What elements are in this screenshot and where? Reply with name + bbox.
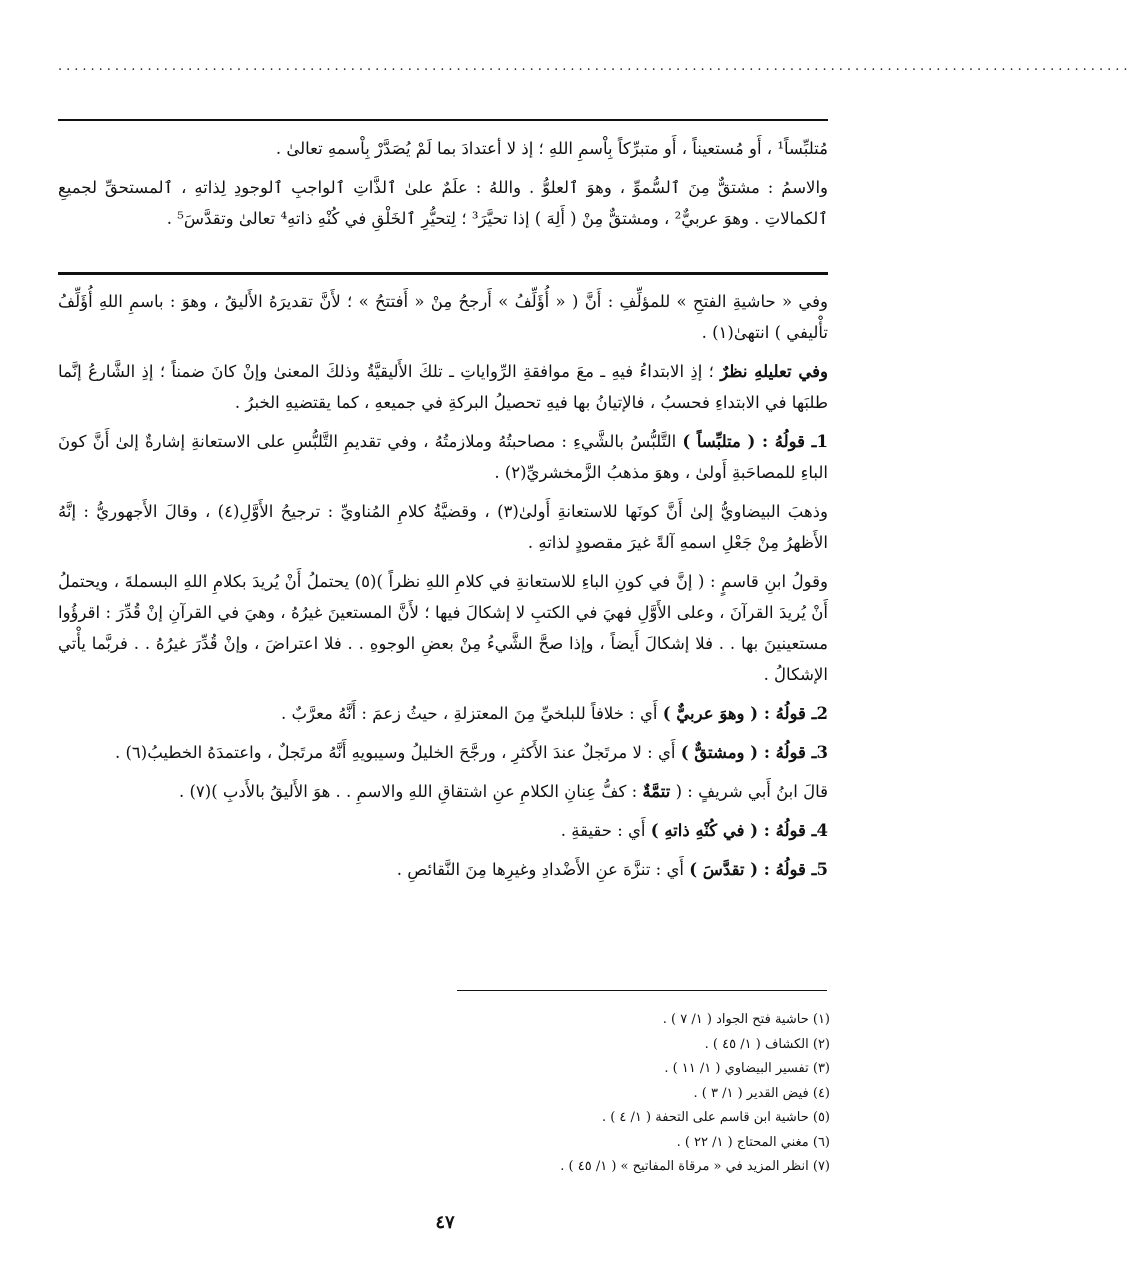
paragraph-lead: 4ـ قولُهُ : ( في كُنْهِ ذاتهِ ) bbox=[650, 821, 828, 840]
commentary-block bbox=[58, 286, 828, 893]
paragraph-text: أَي : لا مرتَجلٌ عندَ الأَكثرِ ، ورجَّحَ الخليلُ وسيبويهِ أَنَّهُ مرتَجلٌ ، واعتمدَهُ الخطيبُ(٦) . bbox=[114, 743, 681, 762]
matn-top-rule bbox=[58, 119, 828, 121]
page-number: ٤٧ bbox=[435, 1212, 455, 1233]
dotted-separator: .................................................................................................................................... bbox=[58, 59, 1131, 74]
matn-block bbox=[58, 133, 828, 242]
commentary-paragraph bbox=[58, 776, 828, 807]
paragraph-lead: 1ـ قولُهُ : ( متلبِّساً ) bbox=[682, 432, 828, 451]
matn-paragraph-2: والاسمُ : مشتقٌّ مِنَ ٱلسُّموِّ ، وهوَ ٱلعلوُّ . واللهُ : علَمٌ علىٰ ٱلذَّاتِ ٱلواجبِ ٱلوجودِ لِذاتهِ ، ٱلمستحقِّ لجميعِ ٱلكمالاتِ . وهوَ عربيٌّ² ، ومشتقٌّ مِنْ ( أَلِهَ ) إذا تحيَّرَ³ ؛ لِتحيُّرِ ٱلخَلْقِ في كُنْهِ ذاتهِ⁴ تعالىٰ وتقدَّسَ⁵ . bbox=[58, 178, 828, 228]
paragraph-text: التَّلبُّسُ بالشَّيءِ : مصاحبتُهُ وملازمتُهُ ، وفي تقديمِ التَّلبُّسِ على الاستعانةِ إشارةٌ إلىٰ أَنَّ كونَ الباءِ للمصاحَبةِ أَولىٰ ، وهوَ مذهبُ الزَّمخشريِّ(٢) . bbox=[58, 432, 828, 482]
paragraph-text: أَي : تنزَّهَ عنِ الأَضْدادِ وغيرِها مِنَ النَّقائصِ . bbox=[396, 860, 690, 879]
commentary-paragraph bbox=[58, 854, 828, 885]
footnote: (٣) تفسير البيضاوي ( ١/ ١١ ) . bbox=[664, 1061, 830, 1076]
paragraph-text: ؛ إذِ الابتداءُ فيهِ ـ معَ موافقةِ الرِّواياتِ ـ تلكَ الأَليقيَّةُ وذلكَ المعنىٰ وإنْ كانَ ضمناً ؛ إذِ الشَّارعُ إنَّما طلبَها في الابتداءِ فحسبُ ، فالإتيانُ بها فيهِ تحصيلُ البركةِ في جميعهِ ، كما يقتضيهِ الخبرُ . bbox=[58, 362, 828, 412]
paragraph-lead: 3ـ قولُهُ : ( ومشتقٌّ ) bbox=[680, 743, 828, 762]
footnote: (٤) فيض القدير ( ١/ ٣ ) . bbox=[693, 1085, 830, 1101]
paragraph-text: أَي : خلافاً للبلخيِّ مِنَ المعتزلةِ ، حيثُ زعمَ : أَنَّهُ معرَّبٌ . bbox=[280, 704, 663, 723]
commentary-paragraph: وذهبَ البيضاويُّ إلىٰ أَنَّ كونَها للاستعانةِ أَولىٰ(٣) ، وقضيَّةُ كلامِ المُناويِّ : ترجيحُ الأَوَّلِ(٤) ، وقالَ الأَجهوريُّ : إنَّهُ الأَظهرُ مِنْ جَعْلِ اسمهِ آلةً غيرَ مقصودٍ لذاتهِ . bbox=[58, 502, 828, 552]
commentary-paragraph: وفي « حاشيةِ الفتحِ » للمؤلِّفِ : أَنَّ ( « أُؤَلِّفُ » أَرجحُ مِنْ « أَفتتحُ » ؛ لأَنَّ تقديرَهُ الأَليقُ ، وهوَ : باسمِ اللهِ أُؤَلِّفُ تأْليفي ) انتهىٰ(١) . bbox=[58, 292, 828, 342]
commentary-paragraph bbox=[58, 815, 828, 846]
paragraph-lead: 2ـ قولُهُ : ( وهوَ عربيٌّ ) bbox=[662, 704, 828, 723]
paragraph-lead: 5ـ قولُهُ : ( تقدَّسَ ) bbox=[689, 860, 828, 879]
commentary-paragraph: وقولُ ابنِ قاسمٍ : ( إنَّ في كونِ الباءِ للاستعانةِ في كلامِ اللهِ نظراً )(٥) يحتملُ أَنْ يُريدَ بكلامِ اللهِ البسملةَ ، ويحتملُ أَنْ يُريدَ القرآنَ ، وعلى الأَوَّلِ فهيَ في الكتبِ لا إشكالَ فيها ؛ لأَنَّ المستعينَ غيرُهُ ، وهيَ في القرآنِ إنْ قُدِّرَ : اقرؤُوا مستعينينَ بها . . فلا إشكالَ أَيضاً ، وإذا صحَّ الشَّيءُ مِنْ بعضِ الوجوهِ . . فلا اعتراضَ ، وإنْ قُدِّرَ غيرُهُ . . فربَّما يأْتي الإشكالُ . bbox=[58, 572, 829, 684]
paragraph-lead: وفي تعليلهِ نظرٌ bbox=[720, 362, 828, 381]
commentary-paragraph bbox=[58, 426, 828, 488]
commentary-paragraph bbox=[58, 698, 828, 729]
paragraph-lead: تتمَّةٌ bbox=[642, 782, 671, 801]
paragraph-text: قالَ ابنُ أَبي شريفٍ : ( bbox=[670, 782, 828, 801]
commentary-paragraph bbox=[58, 737, 828, 768]
footnote: (٢) الكشاف ( ١/ ٤٥ ) . bbox=[704, 1036, 830, 1052]
footnote: (٧) انظر المزيد في « مرقاة المفاتيح » ( ١/ ٤٥ ) . bbox=[560, 1159, 830, 1174]
paragraph-text: : كفُّ عِنانِ الكلامِ عنِ اشتقاقِ اللهِ والاسمِ . . هوَ الأَليقُ بالأَدبِ )(٧) . bbox=[178, 782, 643, 801]
footnote: (١) حاشية فتح الجواد ( ١/ ٧ ) . bbox=[662, 1012, 830, 1027]
footnote-rule bbox=[457, 990, 827, 991]
footnotes bbox=[330, 1008, 830, 1180]
footnote: (٥) حاشية ابن قاسم على التحفة ( ١/ ٤ ) . bbox=[601, 1110, 830, 1125]
matn-bottom-rule bbox=[58, 272, 828, 275]
matn-paragraph-1: مُتلبِّساً¹ ، أَو مُستعيناً ، أَو متبرِّكاً بِاْسمِ اللهِ ؛ إذ لا أعتدادَ بما لَمْ يُصَدَّرْ بِاْسمهِ تعالىٰ . bbox=[275, 139, 828, 158]
paragraph-text: أَي : حقيقةِ . bbox=[560, 821, 651, 840]
commentary-paragraph bbox=[58, 356, 828, 418]
footnote: (٦) مغني المحتاج ( ١/ ٢٢ ) . bbox=[676, 1134, 830, 1150]
